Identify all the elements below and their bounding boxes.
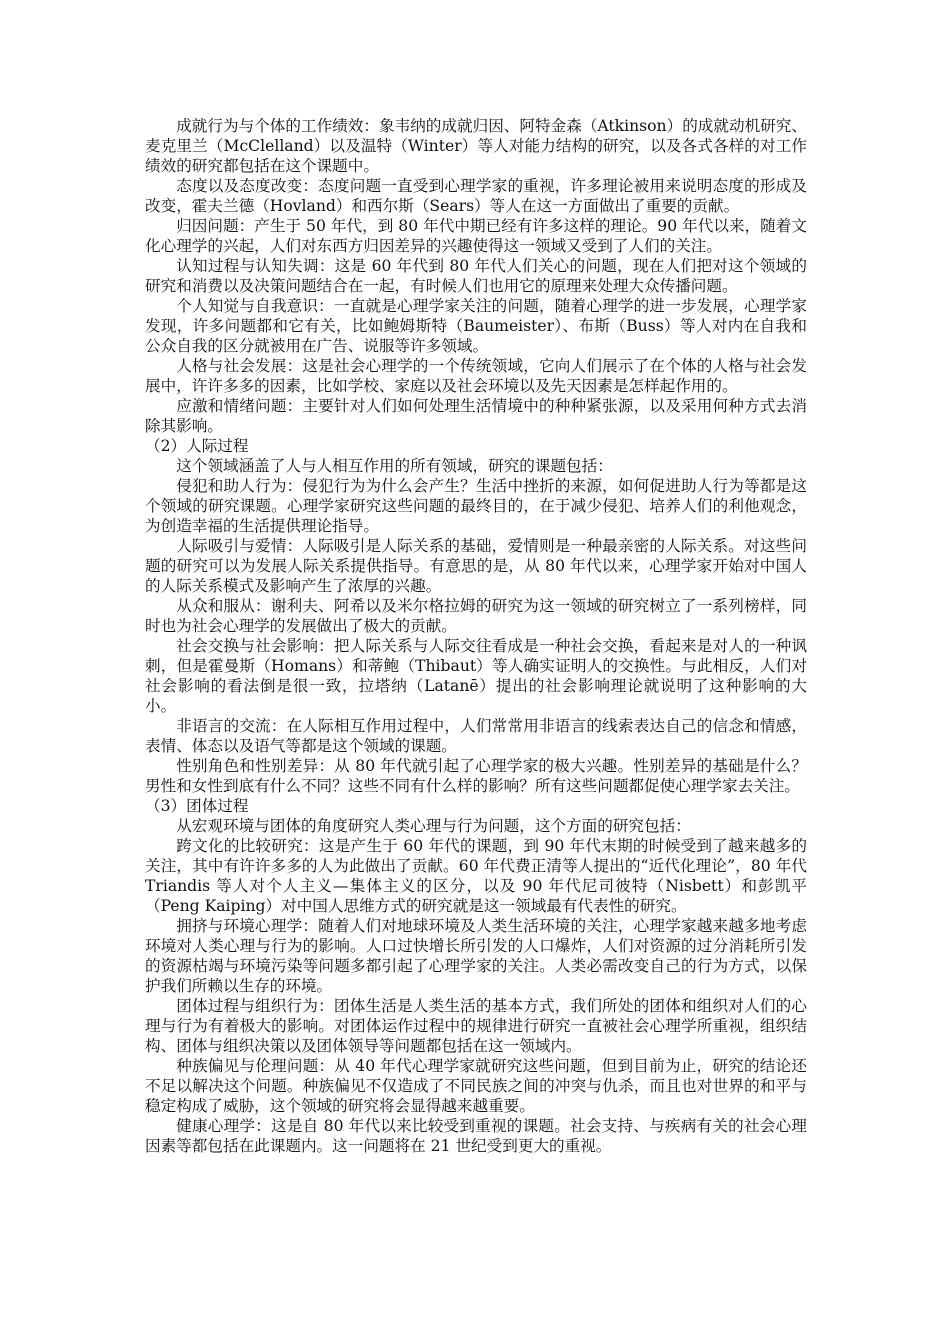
paragraph-social-exchange: 社会交换与社会影响：把人际关系与人际交往看成是一种社会交换，看起来是对人的一种讽刺，但是霍曼斯（Homans）和蒂鲍（Thibaut）等人确实证明人的交换性。与此相反，人们对社会影响的看法倒是很一致，拉塔纳（Latanē）提出的社会影响理论就说明了这种影响的大小。	[145, 637, 807, 715]
paragraph-self-awareness: 个人知觉与自我意识：一直就是心理学家关注的问题，随着心理学的进一步发展，心理学家发现，许多问题都和它有关，比如鲍姆斯特（Baumeister）、布斯（Buss）等人对内在自我和公众自我的区分就被用在广告、说服等许多领域。	[145, 297, 807, 355]
paragraph-conformity: 从众和服从：谢利夫、阿希以及米尔格拉姆的研究为这一领域的研究树立了一系列榜样，同时也为社会心理学的发展做出了极大的贡献。	[145, 597, 807, 635]
document-page	[145, 116, 807, 1156]
paragraph-nonverbal: 非语言的交流：在人际相互作用过程中，人们常常用非语言的线索表达自己的信念和情感，表情、体态以及语气等都是这个领域的课题。	[145, 717, 807, 755]
paragraph-prejudice: 种族偏见与伦理问题：从 40 年代心理学家就研究这些问题，但到目前为止，研究的结论还不足以解决这个问题。种族偏见不仅造成了不同民族之间的冲突与仇杀，而且也对世界的和平与稳定构成了威胁，这个领域的研究将会显得越来越重要。	[145, 1057, 807, 1115]
paragraph-interpersonal-intro: 这个领域涵盖了人与人相互作用的所有领域，研究的课题包括：	[176, 457, 613, 475]
paragraph-gender: 性别角色和性别差异：从 80 年代就引起了心理学家的极大兴趣。性别差异的基础是什么？男性和女性到底有什么不同？这些不同有什么样的影响？所有这些问题都促使心理学家去关注。	[145, 757, 807, 795]
section-heading-interpersonal: （2）人际过程	[145, 437, 249, 455]
paragraph-cross-cultural: 跨文化的比较研究：这是产生于 60 年代的课题，到 90 年代末期的时候受到了越来越多的关注，其中有许许多多的人为此做出了贡献。60 年代费正清等人提出的“近代化理论”，80 年代 Triandis 等人对个人主义—集体主义的区分，以及 90 年代尼司彼特（Nisbett）和彭凯平（Peng Kaiping）对中国人思维方式的研究就是这一领域最有代表性的研究。	[145, 837, 807, 915]
paragraph-personality: 人格与社会发展：这是社会心理学的一个传统领域，它向人们展示了在个体的人格与社会发展中，许许多多的因素，比如学校、家庭以及社会环境以及先天因素是怎样起作用的。	[145, 357, 807, 395]
section-heading-group: （3）团体过程	[145, 797, 249, 815]
paragraph-environment: 拥挤与环境心理学：随着人们对地球环境及人类生活环境的关注，心理学家越来越多地考虑环境对人类心理与行为的影响。人口过快增长所引发的人口爆炸，人们对资源的过分消耗所引发的资源枯竭与环境污染等问题多都引起了心理学家的关注。人类必需改变自己的行为方式，以保护我们所赖以生存的环境。	[145, 917, 807, 995]
paragraph-stress: 应激和情绪问题：主要针对人们如何处理生活情境中的种种紧张源，以及采用何种方式去消除其影响。	[145, 397, 807, 435]
paragraph-cognition: 认知过程与认知失调：这是 60 年代到 80 年代人们关心的问题，现在人们把对这个领域的研究和消费以及决策问题结合在一起，有时候人们也用它的原理来处理大众传播问题。	[145, 257, 807, 295]
paragraph-achievement: 成就行为与个体的工作绩效：象韦纳的成就归因、阿特金森（Atkinson）的成就动机研究、麦克里兰（McClelland）以及温特（Winter）等人对能力结构的研究，以及各式各样的对工作绩效的研究都包括在这个课题中。	[145, 117, 807, 175]
paragraph-organization: 团体过程与组织行为：团体生活是人类生活的基本方式，我们所处的团体和组织对人们的心理与行为有着极大的影响。对团体运作过程中的规律进行研究一直被社会心理学所重视，组织结构、团体与组织决策以及团体领导等问题都包括在这一领域内。	[145, 997, 807, 1055]
paragraph-aggression: 侵犯和助人行为：侵犯行为为什么会产生？生活中挫折的来源，如何促进助人行为等都是这个领域的研究课题。心理学家研究这些问题的最终目的，在于减少侵犯、培养人们的利他观念，为创造幸福的生活提供理论指导。	[145, 477, 807, 535]
paragraph-attribution: 归因问题：产生于 50 年代，到 80 年代中期已经有许多这样的理论。90 年代以来，随着文化心理学的兴起，人们对东西方归因差异的兴趣使得这一领域又受到了人们的关注。	[145, 217, 807, 255]
paragraph-health: 健康心理学：这是自 80 年代以来比较受到重视的课题。社会支持、与疾病有关的社会心理因素等都包括在此课题内。这一问题将在 21 世纪受到更大的重视。	[145, 1117, 807, 1155]
paragraph-attraction: 人际吸引与爱情：人际吸引是人际关系的基础，爱情则是一种最亲密的人际关系。对这些问题的研究可以为发展人际关系提供指导。有意思的是，从 80 年代以来，心理学家开始对中国人的人际关系模式及影响产生了浓厚的兴趣。	[145, 537, 807, 595]
paragraph-attitude: 态度以及态度改变：态度问题一直受到心理学家的重视，许多理论被用来说明态度的形成及改变，霍夫兰德（Hovland）和西尔斯（Sears）等人在这一方面做出了重要的贡献。	[145, 177, 807, 215]
paragraph-group-intro: 从宏观环境与团体的角度研究人类心理与行为问题，这个方面的研究包括：	[176, 817, 691, 835]
